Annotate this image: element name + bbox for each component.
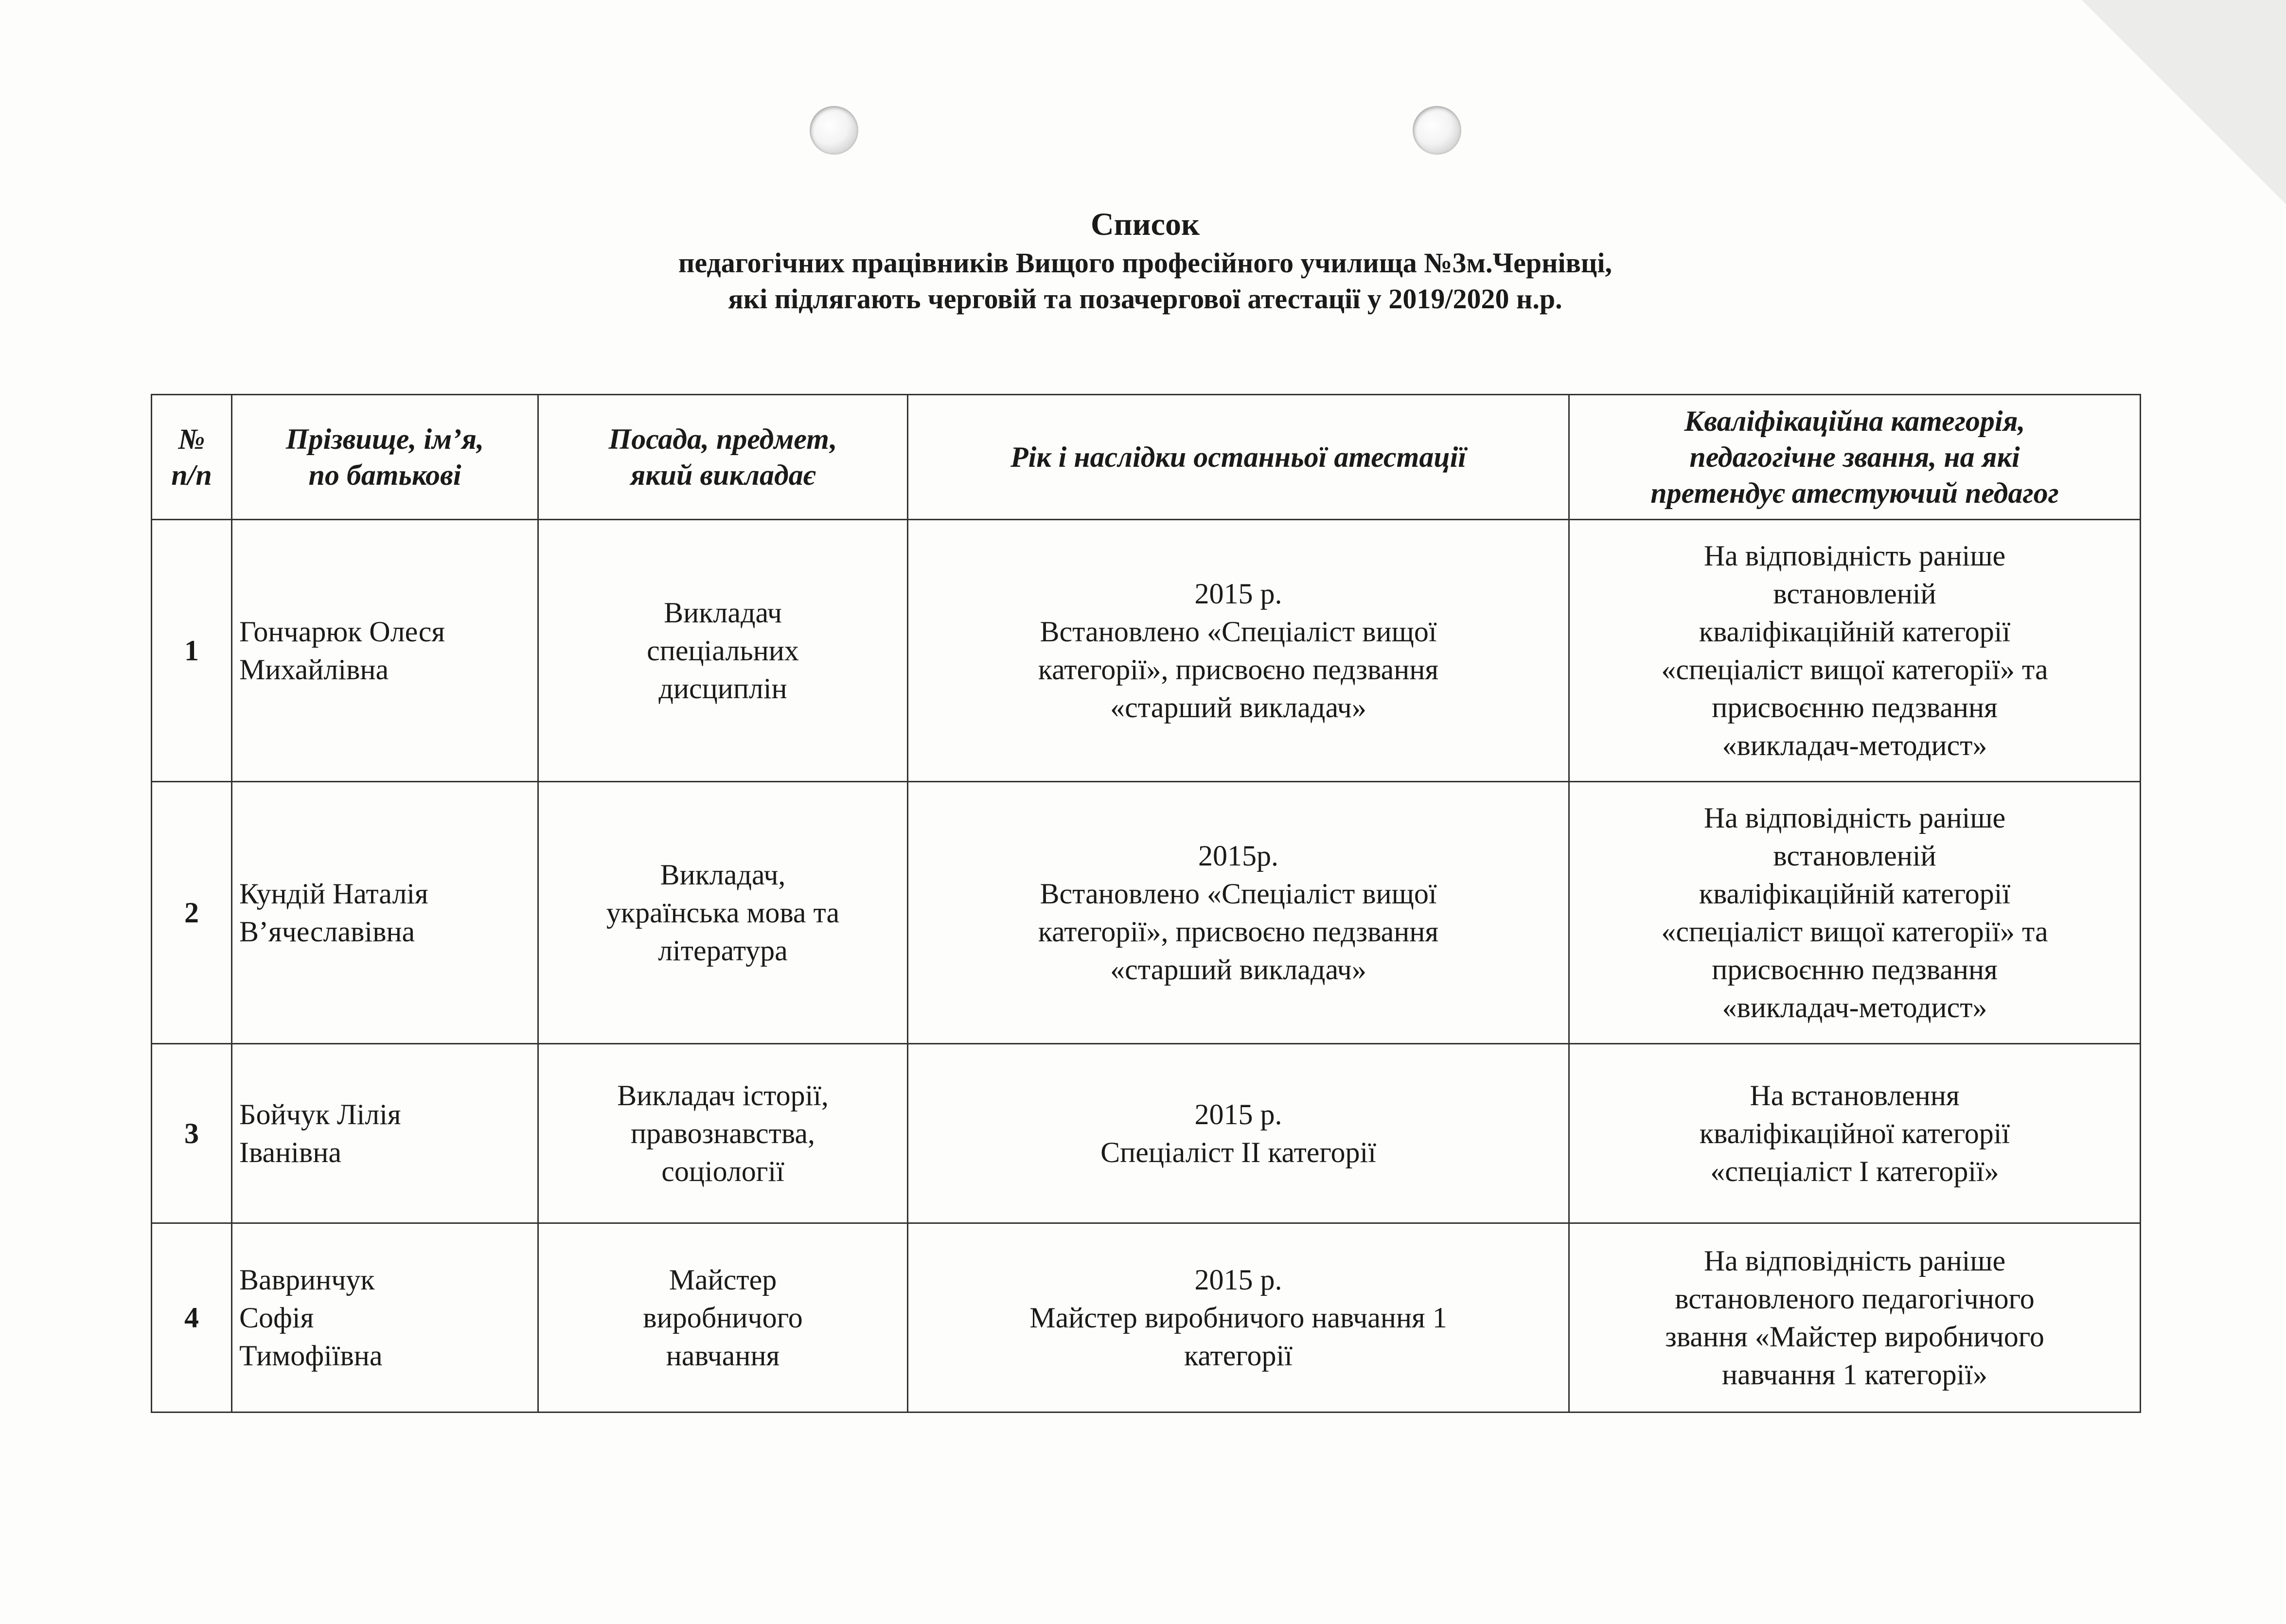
row-target-category: На встановлення кваліфікаційної категорії «спеціаліст І категорії» bbox=[1569, 1044, 2141, 1223]
document-title: Список bbox=[1090, 207, 1200, 242]
row-position: Викладач, українська мова та література bbox=[538, 782, 908, 1044]
row-full-name: Гончарюк Олеся Михайлівна bbox=[232, 520, 538, 782]
header-full-name: Прізвище, ім’я, по батькові bbox=[232, 395, 538, 520]
header-position: Посада, предмет, який викладає bbox=[538, 395, 908, 520]
row-full-name: Кундій Наталія В’ячеславівна bbox=[232, 782, 538, 1044]
folded-corner bbox=[2082, 0, 2286, 204]
table-row bbox=[152, 1223, 2141, 1412]
table-row bbox=[152, 1044, 2141, 1223]
row-number: 3 bbox=[152, 1044, 232, 1223]
row-full-name: Бойчук Лілія Іванівна bbox=[232, 1044, 538, 1223]
document-subtitle-line-2: які підлягають черговій та позачергової атестації у 2019/2020 н.р. bbox=[728, 283, 1562, 315]
attestation-table bbox=[151, 394, 2141, 1413]
row-last-attestation: 2015 р. Встановлено «Спеціаліст вищої категорії», присвоєно педзвання «старший викладач» bbox=[908, 520, 1569, 782]
punch-hole-left bbox=[810, 106, 858, 155]
row-number: 4 bbox=[152, 1223, 232, 1412]
row-target-category: На відповідність раніше встановленій кваліфікаційній категорії «спеціаліст вищої категорії» та присвоєнню педзвання «викладач-методист» bbox=[1569, 520, 2141, 782]
document-header bbox=[151, 204, 2140, 317]
punch-hole-right bbox=[1413, 106, 1461, 155]
row-target-category: На відповідність раніше встановленого педагогічного звання «Майстер виробничого навчання 1 категорії» bbox=[1569, 1223, 2141, 1412]
row-last-attestation: 2015 р. Майстер виробничого навчання 1 категорії bbox=[908, 1223, 1569, 1412]
header-last-attestation: Рік і наслідки останньої атестації bbox=[908, 395, 1569, 520]
row-position: Викладач спеціальних дисциплін bbox=[538, 520, 908, 782]
table-row bbox=[152, 782, 2141, 1044]
table-row bbox=[152, 520, 2141, 782]
row-last-attestation: 2015р. Встановлено «Спеціаліст вищої категорії», присвоєно педзвання «старший викладач» bbox=[908, 782, 1569, 1044]
row-full-name: Вавринчук Софія Тимофіївна bbox=[232, 1223, 538, 1412]
row-position: Викладач історії, правознавства, соціології bbox=[538, 1044, 908, 1223]
header-target-category: Кваліфікаційна категорія, педагогічне звання, на які претендує атестуючий педагог bbox=[1569, 395, 2141, 520]
row-position: Майстер виробничого навчання bbox=[538, 1223, 908, 1412]
row-target-category: На відповідність раніше встановленій кваліфікаційній категорії «спеціаліст вищої категорії» та присвоєнню педзвання «викладач-методист» bbox=[1569, 782, 2141, 1044]
row-number: 2 bbox=[152, 782, 232, 1044]
header-number: № п/п bbox=[152, 395, 232, 520]
row-number: 1 bbox=[152, 520, 232, 782]
document-subtitle-line-1: педагогічних працівників Вищого професійного училища №3м.Чернівці, bbox=[678, 247, 1612, 279]
row-last-attestation: 2015 р. Спеціаліст ІІ категорії bbox=[908, 1044, 1569, 1223]
table-header-row bbox=[152, 395, 2141, 520]
